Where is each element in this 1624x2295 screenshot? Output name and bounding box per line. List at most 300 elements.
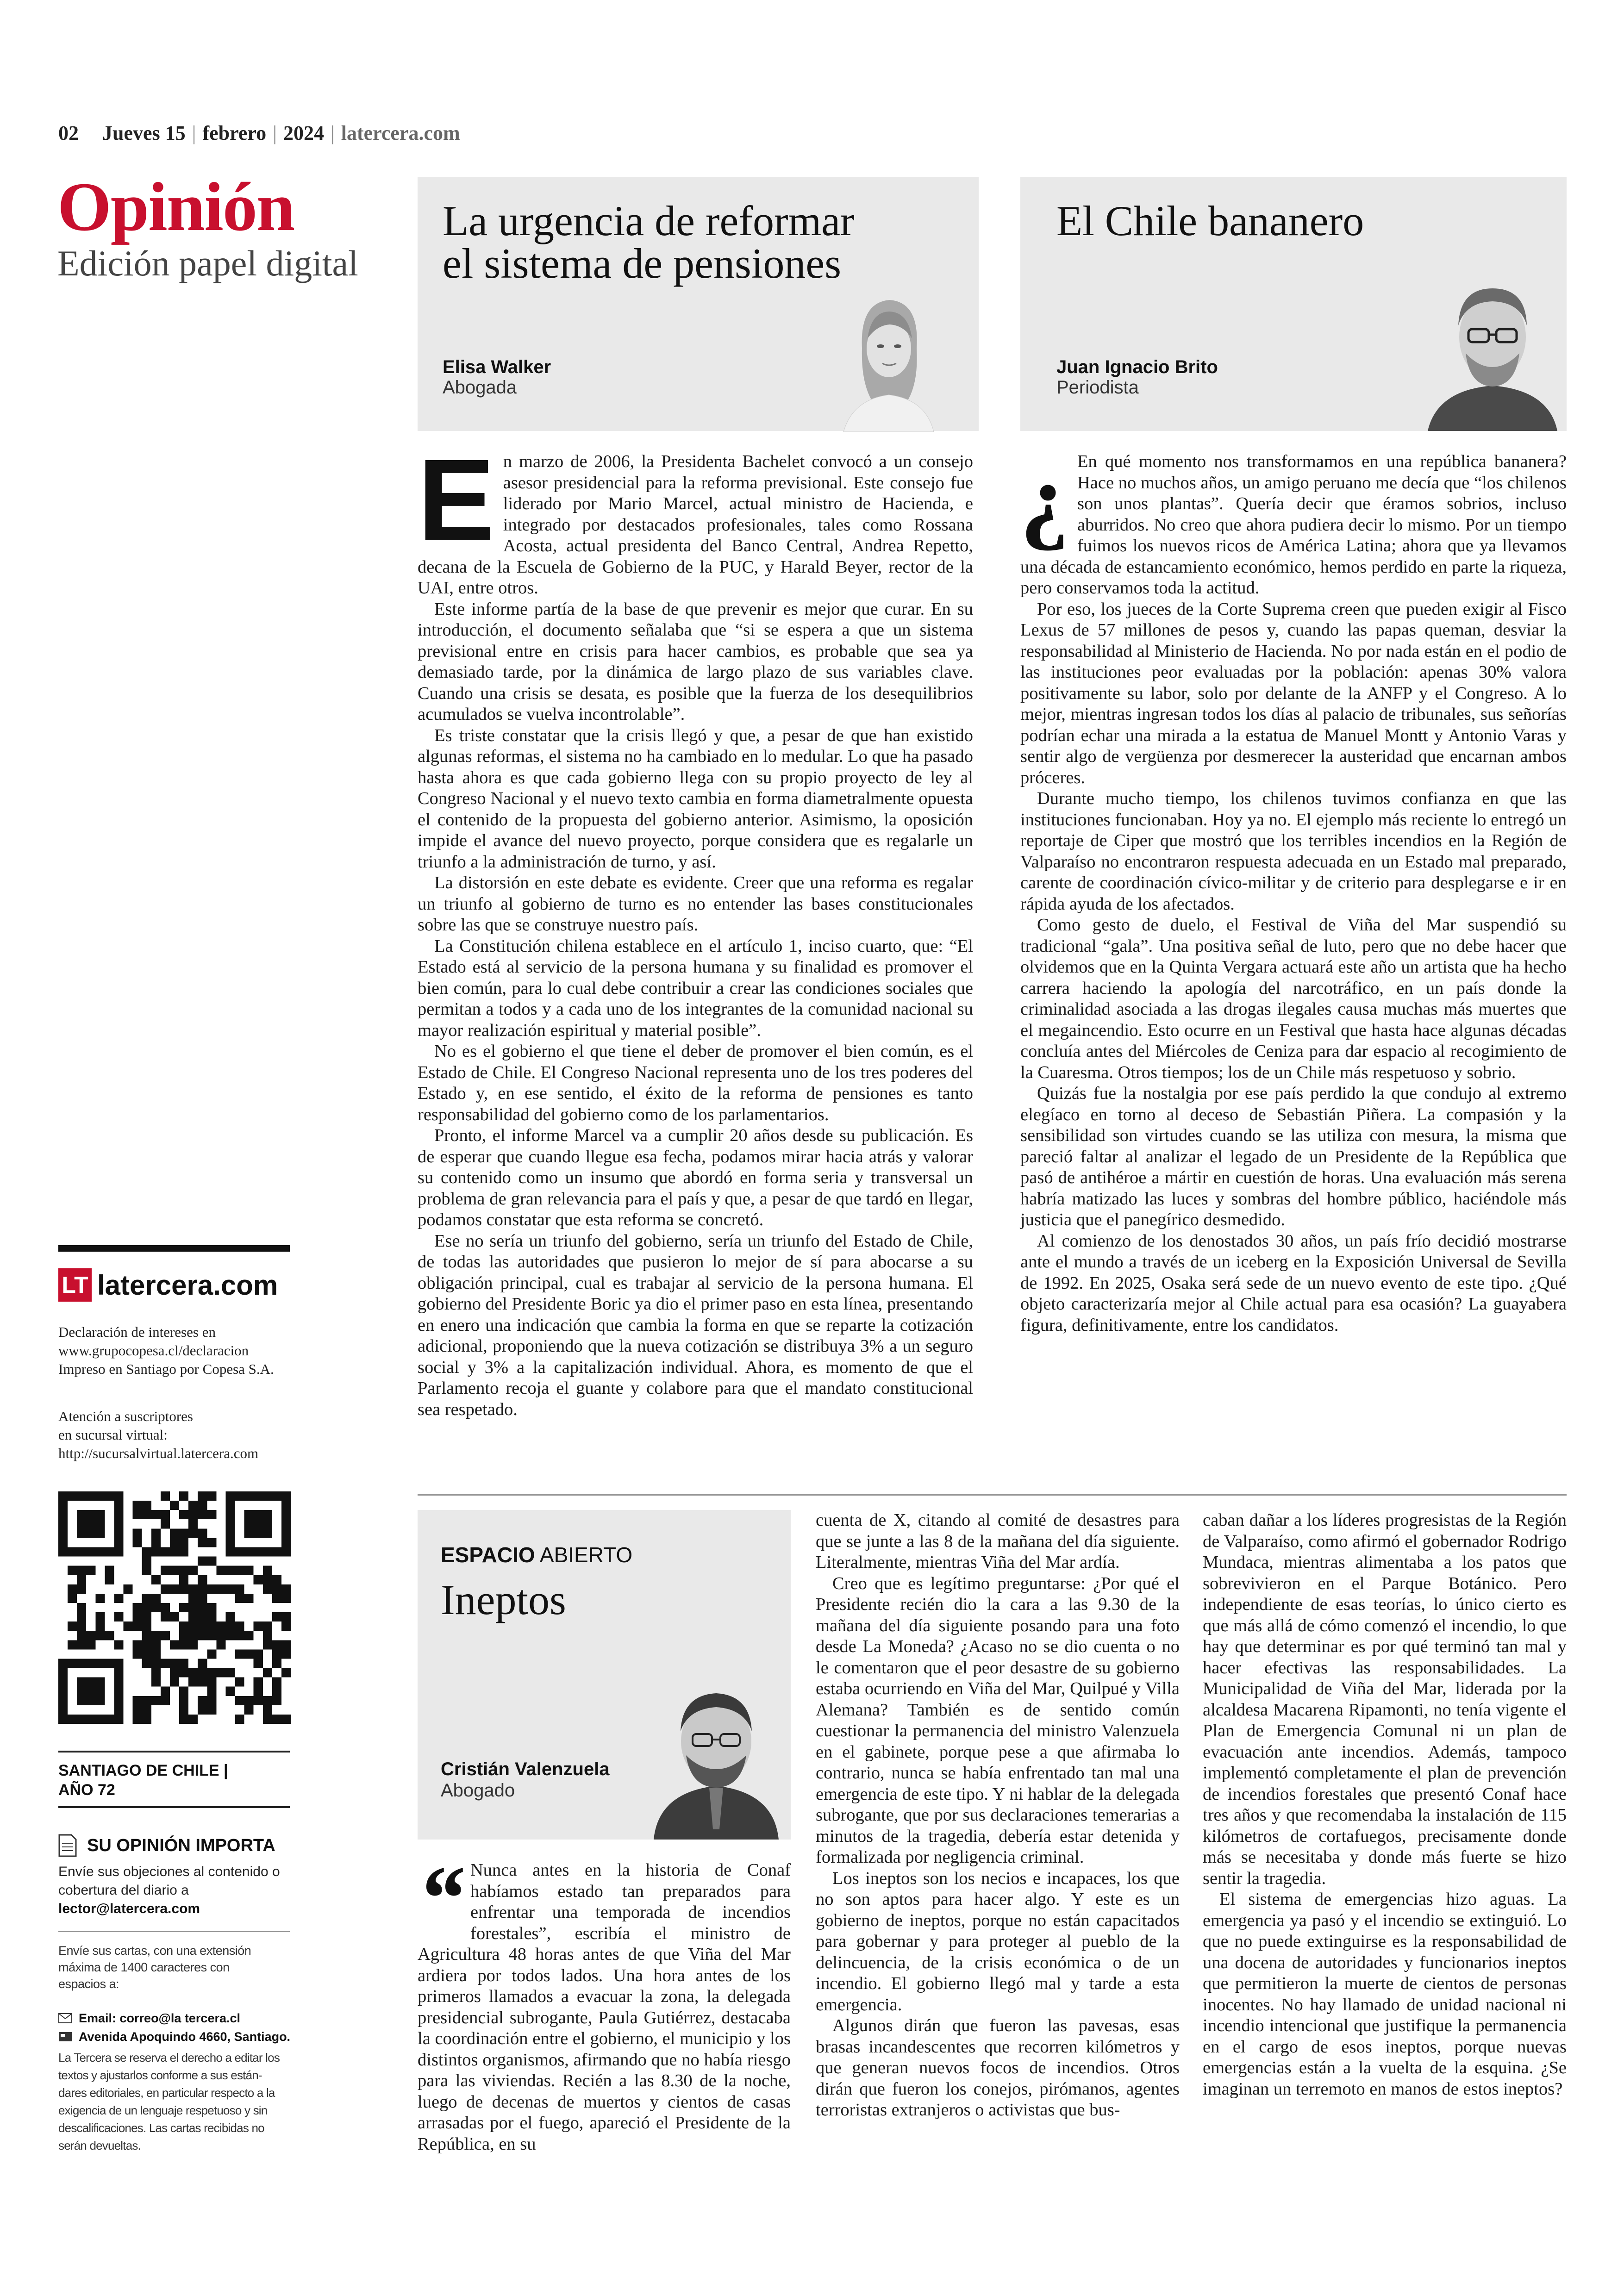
- qr-module: [142, 1501, 151, 1510]
- qr-module: [179, 1510, 188, 1519]
- sidebar-line: máxima de 1400 caracteres con: [58, 1960, 230, 1974]
- qr-module: [207, 1678, 216, 1687]
- qr-module: [216, 1668, 225, 1678]
- qr-module: [161, 1566, 170, 1575]
- qr-module: [86, 1696, 95, 1705]
- qr-module: [207, 1649, 216, 1659]
- qr-module: [216, 1584, 225, 1594]
- qr-module: [225, 1584, 235, 1594]
- qr-module: [58, 1715, 68, 1724]
- qr-module: [133, 1612, 142, 1621]
- qr-module: [281, 1547, 291, 1556]
- qr-module: [142, 1603, 151, 1612]
- qr-module: [198, 1491, 207, 1501]
- qr-module: [95, 1528, 105, 1538]
- qr-module: [179, 1491, 188, 1501]
- qr-module: [170, 1501, 179, 1510]
- qr-module: [114, 1519, 123, 1528]
- qr-module: [207, 1668, 216, 1678]
- qr-code-icon[interactable]: [58, 1491, 291, 1724]
- qr-module: [225, 1621, 235, 1631]
- qr-module: [207, 1538, 216, 1547]
- opinion-email-link[interactable]: lector@latercera.com: [58, 1901, 200, 1916]
- qr-module: [77, 1575, 86, 1584]
- qr-module: [281, 1668, 291, 1678]
- declaration-link[interactable]: www.grupocopesa.cl/declaracion: [58, 1342, 249, 1359]
- qr-module: [124, 1584, 133, 1594]
- qr-module: [68, 1640, 77, 1649]
- qr-module: [198, 1501, 207, 1510]
- qr-module: [244, 1566, 254, 1575]
- article1-author: Elisa Walker: [443, 357, 551, 377]
- qr-module: [281, 1715, 291, 1724]
- qr-module: [133, 1538, 142, 1547]
- qr-module: [95, 1659, 105, 1668]
- article1-role: Abogada: [443, 377, 517, 398]
- header-site[interactable]: latercera.com: [341, 122, 460, 144]
- qr-module: [151, 1640, 161, 1649]
- qr-module: [77, 1621, 86, 1631]
- qr-module: [142, 1715, 151, 1724]
- qr-module: [77, 1659, 86, 1668]
- qr-module: [198, 1603, 207, 1612]
- qr-module: [281, 1501, 291, 1510]
- qr-module: [77, 1547, 86, 1556]
- qr-module: [188, 1621, 198, 1631]
- article3-paragraph: Los ineptos son los necios e incapaces, los que no son aptos para hacer algo. Y este es un gobierno de ineptos, porque no están capacitados para gobernar y para proteger al pueblo de la delincuencia, de la crisis económica o de un incendio. El gobierno llegó mal y tarde a esta emergencia.: [816, 1868, 1180, 2014]
- article2-body: [1020, 444, 1567, 1336]
- qr-module: [86, 1491, 95, 1501]
- qr-module: [225, 1519, 235, 1528]
- qr-module: [151, 1631, 161, 1640]
- qr-module: [151, 1696, 161, 1705]
- qr-module: [142, 1649, 151, 1659]
- qr-module: [86, 1678, 95, 1687]
- qr-module: [179, 1668, 188, 1678]
- qr-module: [281, 1594, 291, 1603]
- qr-module: [58, 1705, 68, 1715]
- qr-module: [188, 1566, 198, 1575]
- qr-module: [95, 1594, 105, 1603]
- qr-module: [68, 1491, 77, 1501]
- sidebar-line: Atención a suscriptores: [58, 1408, 193, 1424]
- qr-module: [244, 1705, 254, 1715]
- qr-module: [235, 1594, 244, 1603]
- qr-module: [188, 1631, 198, 1640]
- qr-module: [170, 1528, 179, 1538]
- article2-paragraph: Al comienzo de los denostados 30 años, un país frío decidió mostrarse ante el mundo a través de un iceberg en la Exposición Universal de Sevilla de 1992. En 2025, Osaka será sede de un nuevo evento de este tipo. ¿Qué objeto caracterizaría mejor al Chile actual para esa ocasión? La guayabera figura, definitivamente, entre los candidatos.: [1020, 1231, 1567, 1335]
- article2-paragraph: Como gesto de duelo, el Festival de Viña del Mar suspendió su tradicional “gala”. Una positiva señal de luto, pero que no debe hacer que olvidemos que en la Quinta Vergara actuará este año un artista que ha hecho carrera haciendo la apología del narcotráfico, en un país donde la criminalidad asociada a las drogas ilegales causa muchas más muertes que el megaincendio. Esto ocurre en un Festival que hasta hace algunas décadas concluía antes del Miércoles de Ceniza para dar espacio al recogimiento de la Cuaresma. Otros tiempos; los de un Chile más respetuoso y sobrio.: [1020, 915, 1567, 1082]
- qr-module: [244, 1528, 254, 1538]
- qr-module: [254, 1696, 263, 1705]
- qr-module: [207, 1687, 216, 1696]
- email-icon: [58, 2013, 72, 2023]
- qr-module: [272, 1491, 281, 1501]
- qr-module: [86, 1547, 95, 1556]
- qr-module: [281, 1491, 291, 1501]
- article2-author: Juan Ignacio Brito: [1056, 357, 1218, 377]
- qr-module: [263, 1510, 272, 1519]
- qr-module: [179, 1715, 188, 1724]
- qr-module: [198, 1510, 207, 1519]
- qr-module: [86, 1640, 95, 1649]
- qr-module: [263, 1640, 272, 1649]
- qr-module: [95, 1510, 105, 1519]
- qr-module: [68, 1659, 77, 1668]
- article1-paragraph: La distorsión en este debate es evidente. Creer que una reforma es regalar un triunfo al gobierno de turno es no entender las bases constitucionales sobre las que se construye nuestro país.: [418, 873, 973, 935]
- section-divider: [418, 1494, 1567, 1496]
- article1-paragraph: La Constitución chilena establece en el artículo 1, inciso cuarto, que: “El Estado está al servicio de la persona humana y su finalidad es promover el bien común, para lo cual debe contribuir a crear las condiciones sociales que permitan a todos y a cada uno de los integrantes de la comunidad nacional su mayor realización espiritual y material posible”.: [418, 936, 973, 1040]
- qr-module: [142, 1659, 151, 1668]
- qr-module: [95, 1621, 105, 1631]
- qr-module: [114, 1528, 123, 1538]
- qr-module: [198, 1575, 207, 1584]
- qr-module: [281, 1528, 291, 1538]
- qr-module: [225, 1528, 235, 1538]
- header-day: Jueves 15: [102, 122, 186, 144]
- qr-module: [198, 1584, 207, 1594]
- qr-module: [114, 1678, 123, 1687]
- qr-module: [142, 1547, 151, 1556]
- author-photo-juan-ignacio-brito: [1428, 270, 1557, 431]
- section-title: Opinión: [57, 168, 294, 245]
- qr-module: [77, 1715, 86, 1724]
- qr-module: [179, 1659, 188, 1668]
- qr-module: [95, 1696, 105, 1705]
- sidebar-line: La Tercera se reserva el derecho a editar los: [58, 2051, 280, 2064]
- qr-module: [179, 1696, 188, 1705]
- letters-email-link[interactable]: Email: correo@la tercera.cl: [79, 2011, 240, 2025]
- qr-module: [133, 1640, 142, 1649]
- qr-module: [272, 1584, 281, 1594]
- qr-module: [161, 1510, 170, 1519]
- qr-module: [254, 1491, 263, 1501]
- qr-module: [142, 1705, 151, 1715]
- qr-module: [161, 1603, 170, 1612]
- qr-module: [114, 1668, 123, 1678]
- qr-module: [86, 1659, 95, 1668]
- qr-module: [244, 1519, 254, 1528]
- qr-module: [198, 1696, 207, 1705]
- qr-module: [86, 1687, 95, 1696]
- qr-module: [207, 1705, 216, 1715]
- qr-module: [95, 1519, 105, 1528]
- qr-module: [58, 1510, 68, 1519]
- qr-module: [86, 1566, 95, 1575]
- qr-module: [105, 1715, 114, 1724]
- qr-module: [58, 1687, 68, 1696]
- qr-module: [272, 1547, 281, 1556]
- qr-module: [77, 1612, 86, 1621]
- sidebar-top-rule: [58, 1245, 290, 1252]
- qr-module: [272, 1678, 281, 1687]
- qr-module: [225, 1668, 235, 1678]
- qr-module: [86, 1510, 95, 1519]
- qr-module: [105, 1659, 114, 1668]
- qr-module: [114, 1705, 123, 1715]
- qr-module: [188, 1528, 198, 1538]
- page-header: 02 Jueves 15 | febrero | 2024 | latercera.com: [58, 122, 460, 144]
- qr-module: [235, 1631, 244, 1640]
- article3-paragraph: cuenta de X, citando al comité de desastres para que se junte a las 8 de la mañana del día siguiente. Literalmente, mientras Viña del Mar ardía.: [816, 1510, 1180, 1572]
- article3-author: Cristián Valenzuela: [441, 1759, 610, 1779]
- qr-module: [58, 1547, 68, 1556]
- qr-module: [58, 1678, 68, 1687]
- qr-module: [179, 1566, 188, 1575]
- qr-module: [179, 1603, 188, 1612]
- qr-module: [198, 1538, 207, 1547]
- qr-module: [272, 1594, 281, 1603]
- article3-paragraph: caban dañar a los líderes progresistas de la Región de Valparaíso, como afirmó el gobernador Rodrigo Mundaca, mientras alimentaba a los patos que sobrevivieron en el Parque Botánico. Pero independiente de esas teorías, lo único cierto es que más allá de cómo comenzó el incendio, lo que hay que determinar es por qué terminó tan mal y hacer efectivas las responsabilidades. La Municipalidad de Viña del Mar, liderada por la alcaldesa Macarena Ripamonti, no tenía vigente el Plan de Emergencia Comunal ni un plan de evacuación ante incendios. Además, tampoco implementó completamente el plan de prevención de incendios forestales que presentó Conaf hace tres años y que recomendaba la instalación de 115 kilómetros de cortafuegos, precisamente donde más se necesitaba y donde más fuerte se hizo sentir la tragedia.: [1203, 1510, 1567, 1888]
- article1-paragraph: n marzo de 2006, la Presidenta Bachelet convocó a un consejo asesor presidencial para la reforma previsional. Este consejo fue liderado por Mario Marcel, actual ministro de Hacienda, e integrado por destacados profesionales, tales como Rossana Acosta, actual presidenta del Banco Central, Andrea Repetto, decana de la Escuela de Gobierno de la PUC, y Harald Beyer, rector de la UAI, entre otros.: [418, 452, 973, 598]
- qr-module: [170, 1678, 179, 1687]
- qr-module: [142, 1594, 151, 1603]
- article1-paragraph: Pronto, el informe Marcel va a cumplir 20 años desde su publicación. Es de esperar que cuando llegue esa fecha, podamos mirar hacia atrás y valorar su contenido como un insumo que abordó en forma seria y transversal un problema de gran relevancia para el país y que, a pesar de que tardó en llegar, podamos constatar que esta reforma se concretó.: [418, 1126, 973, 1229]
- qr-module: [207, 1621, 216, 1631]
- qr-module: [95, 1612, 105, 1621]
- sidebar-line: Envíe sus cartas, con una extensión: [58, 1944, 251, 1958]
- qr-module: [151, 1510, 161, 1519]
- postal-address: Avenida Apoquindo 4660, Santiago.: [79, 2030, 291, 2044]
- article1-title: La urgencia de reformar el sistema de pensiones: [443, 197, 855, 287]
- qr-module: [263, 1528, 272, 1538]
- qr-module: [114, 1491, 123, 1501]
- qr-module: [235, 1678, 244, 1687]
- qr-module: [58, 1659, 68, 1668]
- qr-module: [188, 1715, 198, 1724]
- qr-module: [263, 1575, 272, 1584]
- qr-module: [151, 1538, 161, 1547]
- qr-module: [151, 1678, 161, 1687]
- qr-module: [263, 1705, 272, 1715]
- qr-module: [114, 1547, 123, 1556]
- qr-module: [207, 1510, 216, 1519]
- sidebar-line: en sucursal virtual:: [58, 1427, 168, 1443]
- qr-module: [170, 1668, 179, 1678]
- sidebar-rule: [58, 1931, 290, 1932]
- sidebar-brand-name[interactable]: latercera.com: [97, 1269, 278, 1301]
- qr-module: [235, 1547, 244, 1556]
- article3-col1: [418, 1847, 791, 2155]
- qr-module: [225, 1612, 235, 1621]
- article3-paragraph: Nunca antes en la historia de Conaf habíamos estado tan preparados para enfrentar una temporada de incendios forestales”, escribía el ministro de Agricultura 48 horas antes de que Viña del Mar ardiera por todos lados. Una hora antes de los primeros llamados a evacuar la zona, la delegada presidencial subrogante, Paula Gutiérrez, destacaba la coordinación entre el gobierno, el municipio y los distintos organismos, afirmando que no había riesgo para las viviendas. Recién a las 8.30 de la noche, luego de decenas de muertos y cientos de casas arrasadas por el fuego, apareció el Presidente de la República, en su: [418, 1860, 791, 2154]
- qr-module: [86, 1715, 95, 1724]
- article3-role: Abogado: [441, 1780, 515, 1801]
- qr-module: [114, 1510, 123, 1519]
- sidebar-line: Envíe sus objeciones al contenido o: [58, 1864, 280, 1879]
- qr-module: [198, 1631, 207, 1640]
- qr-module: [225, 1510, 235, 1519]
- qr-module: [151, 1528, 161, 1538]
- qr-module: [263, 1584, 272, 1594]
- qr-module: [151, 1575, 161, 1584]
- article3-title: Ineptos: [441, 1576, 566, 1623]
- qr-module: [58, 1528, 68, 1538]
- qr-module: [77, 1678, 86, 1687]
- qr-module: [207, 1584, 216, 1594]
- qr-module: [225, 1538, 235, 1547]
- article3-col2: [816, 1510, 1180, 2121]
- qr-module: [244, 1631, 254, 1640]
- qr-module: [216, 1566, 225, 1575]
- qr-module: [198, 1557, 207, 1566]
- qr-module: [95, 1678, 105, 1687]
- year-label: AÑO 72: [58, 1781, 115, 1799]
- qr-module: [263, 1696, 272, 1705]
- author-photo-cristian-valenzuela: [654, 1677, 779, 1840]
- qr-module: [254, 1547, 263, 1556]
- qr-module: [272, 1715, 281, 1724]
- qr-module: [244, 1547, 254, 1556]
- qr-module: [281, 1538, 291, 1547]
- qr-module: [198, 1659, 207, 1668]
- qr-module: [235, 1715, 244, 1724]
- qr-module: [198, 1594, 207, 1603]
- qr-module: [77, 1584, 86, 1594]
- article2-header: [1020, 177, 1567, 431]
- qr-module: [225, 1547, 235, 1556]
- qr-module: [254, 1659, 263, 1668]
- qr-module: [254, 1687, 263, 1696]
- header-month: febrero: [202, 122, 267, 144]
- qr-module: [188, 1519, 198, 1528]
- qr-module: [263, 1621, 272, 1631]
- qr-module: [188, 1603, 198, 1612]
- qr-module: [133, 1501, 142, 1510]
- qr-module: [207, 1603, 216, 1612]
- qr-module: [58, 1501, 68, 1510]
- qr-module: [188, 1594, 198, 1603]
- sidebar-line: Impreso en Santiago por Copesa S.A.: [58, 1361, 274, 1377]
- qr-module: [161, 1547, 170, 1556]
- qr-module: [244, 1594, 254, 1603]
- sidebar-line: exigencia de un lenguaje respetuoso y sin: [58, 2103, 268, 2117]
- qr-module: [235, 1584, 244, 1594]
- qr-module: [86, 1631, 95, 1640]
- qr-module: [188, 1612, 198, 1621]
- qr-module: [105, 1491, 114, 1501]
- qr-module: [254, 1510, 263, 1519]
- article3-paragraph: Algunos dirán que fueron las pavesas, esas brasas incandescentes que recorren kilómetros y que generan nuevos focos de incendios. Otros dirán que fueron los conejos, pirómanos, agentes terroristas extranjeros o activistas que bus-: [816, 2016, 1180, 2120]
- article3-dropcap: “: [418, 1847, 464, 1950]
- sidebar-line: Declaración de intereses en: [58, 1324, 216, 1340]
- qr-module: [198, 1705, 207, 1715]
- qr-module: [95, 1547, 105, 1556]
- qr-module: [105, 1575, 114, 1584]
- qr-module: [263, 1631, 272, 1640]
- article2-paragraph: Quizás fue la nostalgia por ese país perdido la que condujo al extremo elegíaco en torno al deceso de Sebastián Piñera. La compasión y la sensibilidad son virtudes cuando se las utiliza con mesura, la misma que pareció faltar al analizar el legado de un Presidente de la República que pasó de antihéroe a mártir en cuestión de horas. Una evaluación más serena habría matizado las luces y sombras del hombre público, haciéndole más justicia que el panegírico desmedido.: [1020, 1084, 1567, 1229]
- qr-module: [263, 1715, 272, 1724]
- qr-module: [105, 1547, 114, 1556]
- qr-module: [188, 1501, 198, 1510]
- page-number: 02: [58, 122, 79, 144]
- qr-module: [77, 1519, 86, 1528]
- article2-role: Periodista: [1056, 377, 1139, 398]
- qr-module: [142, 1631, 151, 1640]
- qr-module: [161, 1491, 170, 1501]
- qr-module: [179, 1528, 188, 1538]
- qr-module: [95, 1687, 105, 1696]
- qr-module: [225, 1501, 235, 1510]
- article3-kicker-light: ABIERTO: [539, 1543, 633, 1567]
- qr-module: [272, 1649, 281, 1659]
- qr-module: [151, 1649, 161, 1659]
- qr-module: [58, 1491, 68, 1501]
- opinion-title: SU OPINIÓN IMPORTA: [87, 1835, 275, 1855]
- qr-module: [151, 1659, 161, 1668]
- qr-module: [216, 1621, 225, 1631]
- qr-module: [114, 1612, 123, 1621]
- qr-module: [86, 1528, 95, 1538]
- article3-header: [418, 1510, 791, 1840]
- section-subtitle: Edición papel digital: [57, 243, 358, 283]
- qr-module: [170, 1538, 179, 1547]
- qr-module: [254, 1575, 263, 1584]
- qr-module: [133, 1510, 142, 1519]
- qr-module: [207, 1696, 216, 1705]
- qr-module: [263, 1566, 272, 1575]
- qr-module: [179, 1687, 188, 1696]
- qr-module: [58, 1519, 68, 1528]
- qr-module: [68, 1594, 77, 1603]
- qr-module: [272, 1696, 281, 1705]
- qr-module: [114, 1594, 123, 1603]
- qr-module: [225, 1566, 235, 1575]
- sidebar-rule: [58, 1806, 290, 1808]
- qr-module: [216, 1640, 225, 1649]
- qr-module: [198, 1668, 207, 1678]
- qr-module: [133, 1528, 142, 1538]
- qr-module: [179, 1621, 188, 1631]
- qr-module: [272, 1575, 281, 1584]
- article3-kicker: [441, 1542, 632, 1567]
- letters-info: [58, 1942, 299, 1992]
- article1-body: [418, 435, 973, 1420]
- qr-module: [198, 1621, 207, 1631]
- qr-module: [254, 1678, 263, 1687]
- qr-module: [244, 1510, 254, 1519]
- qr-module: [114, 1538, 123, 1547]
- sucursal-virtual-link[interactable]: http://sucursalvirtual.latercera.com: [58, 1445, 259, 1461]
- qr-module: [281, 1519, 291, 1528]
- qr-module: [179, 1705, 188, 1715]
- qr-module: [188, 1640, 198, 1649]
- qr-module: [179, 1538, 188, 1547]
- qr-module: [170, 1640, 179, 1649]
- qr-module: [263, 1547, 272, 1556]
- qr-module: [170, 1566, 179, 1575]
- qr-module: [281, 1510, 291, 1519]
- qr-module: [151, 1603, 161, 1612]
- qr-module: [142, 1566, 151, 1575]
- qr-module: [225, 1687, 235, 1696]
- qr-module: [244, 1491, 254, 1501]
- qr-module: [68, 1566, 77, 1575]
- qr-module: [161, 1612, 170, 1621]
- qr-module: [114, 1696, 123, 1705]
- qr-module: [161, 1519, 170, 1528]
- sidebar-line: espacios a:: [58, 1977, 119, 1991]
- qr-module: [281, 1649, 291, 1659]
- qr-module: [161, 1687, 170, 1696]
- article1-paragraph: Este informe partía de la base de que prevenir es mejor que curar. En su introducción, el documento señalaba que “si se espera a que un sistema previsional entre en crisis para hacer cambios, es probable que sea ya demasiado tarde, por la dinámica de largo plazo de sus variables clave. Cuando una crisis se desata, es posible que la fuerza de los desequilibrios acumulados se vuelva incontrolable”.: [418, 599, 973, 724]
- qr-module: [142, 1621, 151, 1631]
- qr-module: [281, 1640, 291, 1649]
- sidebar-line: serán devueltas.: [58, 2139, 141, 2152]
- qr-module: [124, 1621, 133, 1631]
- qr-module: [281, 1621, 291, 1631]
- qr-module: [161, 1696, 170, 1705]
